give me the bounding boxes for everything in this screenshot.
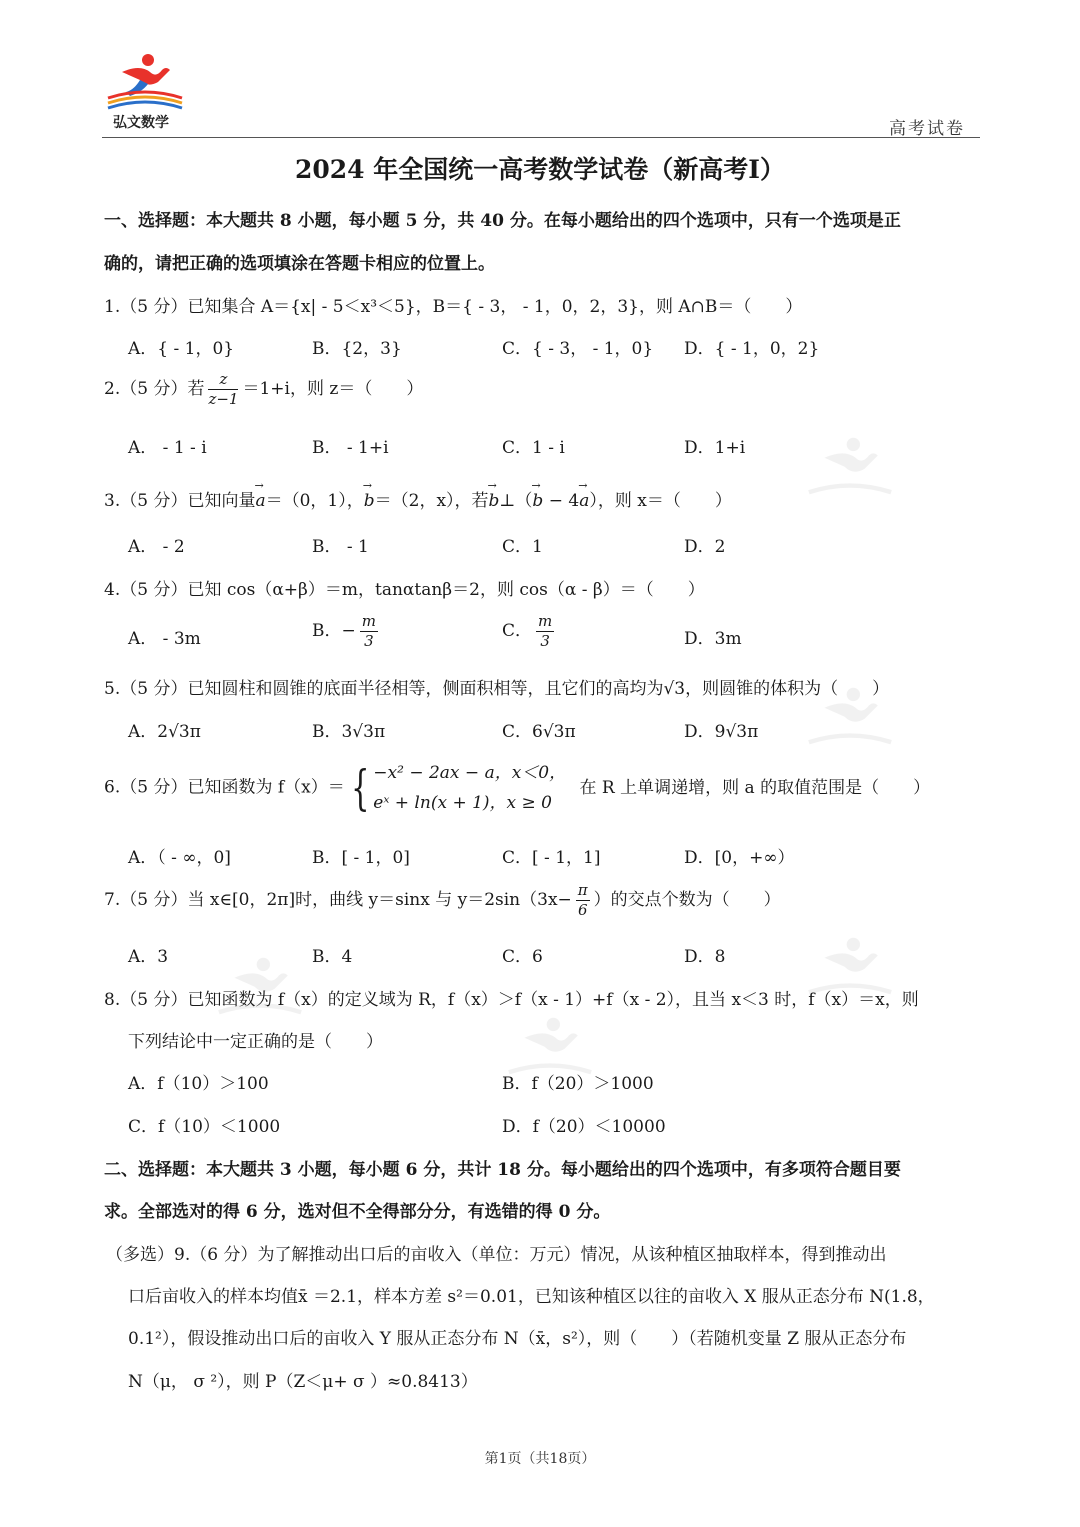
q3-vector-a: → a xyxy=(579,491,589,511)
q7-option-b: B．4 xyxy=(312,947,353,967)
q8-stem-line2: 下列结论中一定正确的是（ ） xyxy=(128,1032,383,1052)
q3-vector-b: → b xyxy=(364,491,375,511)
q3-part3: ⊥（ xyxy=(499,491,533,511)
q7-stem xyxy=(104,883,781,918)
header-divider xyxy=(102,137,980,138)
q5-option-a: A．2√3π xyxy=(128,722,201,742)
q9-stem-line2: 口后亩收入的样本均值x̄ ＝2.1，样本方差 s²＝0.01，已知该种植区以往的亩收入 X 服从正态分布 N(1.8， xyxy=(128,1287,935,1307)
q1-option-c: C．{ - 3， - 1，0} xyxy=(502,339,654,359)
q1-option-a: A．{ - 1，0} xyxy=(128,339,235,359)
watermark-logo-icon xyxy=(800,420,900,520)
q6-option-a: A．（ - ∞，0] xyxy=(128,848,231,868)
q2-suffix: ＝1+i，则 z＝（ ） xyxy=(242,379,424,399)
q2-prefix: 2.（5 分）若 xyxy=(104,379,205,399)
q7-fraction xyxy=(576,883,590,918)
q4-option-b-prefix: B．− xyxy=(312,621,356,641)
logo-figure-icon xyxy=(100,48,190,118)
q7-option-d: D．8 xyxy=(684,947,726,967)
q6-piecewise xyxy=(373,758,566,818)
q9-stem-line1: （多选）9.（6 分）为了解推动出口后的亩收入（单位：万元）情况，从该种植区抽取样本，得到推动出 xyxy=(106,1245,887,1265)
q4-option-d: D．3m xyxy=(684,629,742,649)
logo-text: 弘文数学 xyxy=(113,115,169,131)
q2-option-b: B． - 1+i xyxy=(312,438,389,458)
q3-part1: ＝（0，1）， xyxy=(265,491,364,511)
q8-option-c: C．f（10）＜1000 xyxy=(128,1117,281,1137)
q3-part4: − 4 xyxy=(543,491,580,511)
q4-stem: 4.（5 分）已知 cos（α+β）＝m，tanαtanβ＝2，则 cos（α - β）＝（ ） xyxy=(104,580,705,600)
q4-option-c-num: m xyxy=(538,612,553,630)
q3-vector-b: → b xyxy=(532,491,543,511)
header-label: 高考试卷 xyxy=(889,119,965,139)
q4-option-b-fraction xyxy=(360,614,378,649)
q1-option-b: B．{2，3} xyxy=(312,339,402,359)
q9-stem-line3: 0.1²），假设推动出口后的亩收入 Y 服从正态分布 N（x̄，s²），则（ ）（若随机变量 Z 服从正态分布 xyxy=(128,1329,907,1349)
q3-part2: ＝（2，x），若 xyxy=(374,491,489,511)
q2-fraction xyxy=(208,372,238,407)
q3-option-c: C．1 xyxy=(502,537,543,557)
q7-option-a: A．3 xyxy=(128,947,169,967)
q2-frac-num: z xyxy=(208,372,238,390)
q8-option-d: D．f（20）＜10000 xyxy=(502,1117,666,1137)
q2-frac-den: z−1 xyxy=(208,390,239,408)
q5-option-b: B．3√3π xyxy=(312,722,386,742)
q6-case1: −x² − 2ax − a，x＜0， xyxy=(373,763,567,783)
section2-instructions-line2: 求。全部选对的得 6 分，选对但不全得部分分，有选错的得 0 分。 xyxy=(104,1202,611,1222)
section1-instructions-line2: 确的，请把正确的选项填涂在答题卡相应的位置上。 xyxy=(104,254,495,274)
q4-option-b xyxy=(312,614,382,649)
q7-frac-num: π xyxy=(577,881,588,899)
q6-option-c: C．[ - 1，1] xyxy=(502,848,601,868)
q8-option-a: A．f（10）＞100 xyxy=(128,1074,269,1094)
q3-option-b: B． - 1 xyxy=(312,537,369,557)
q1-option-d: D．{ - 1，0，2} xyxy=(684,339,820,359)
q3-part5: ），则 x＝（ ） xyxy=(589,491,732,511)
q3-option-d: D．2 xyxy=(684,537,726,557)
q4-option-b-den: 3 xyxy=(364,632,374,650)
section1-instructions-line1: 一、选择题：本大题共 8 小题，每小题 5 分，共 40 分。在每小题给出的四个选项中，只有一个选项是正 xyxy=(104,211,901,231)
q5-option-c: C．6√3π xyxy=(502,722,576,742)
q6-suffix: 在 R 上单调递增，则 a 的取值范围是（ ） xyxy=(579,777,931,798)
q4-option-b-num: m xyxy=(361,612,376,630)
page-title: 2024 年全国统一高考数学试卷（新高考Ⅰ） xyxy=(295,155,785,184)
q8-option-b: B．f（20）＞1000 xyxy=(502,1074,654,1094)
q3-vector-b: → b xyxy=(489,491,500,511)
q5-stem: 5.（5 分）已知圆柱和圆锥的底面半径相等，侧面积相等，且它们的高均为√3，则圆锥的体积为（ ） xyxy=(104,679,890,699)
q3-option-a: A． - 2 xyxy=(128,537,185,557)
q3-prefix: 3.（5 分）已知向量 xyxy=(104,491,256,511)
section2-instructions-line1: 二、选择题：本大题共 3 小题，每小题 6 分，共计 18 分。每小题给出的四个选项中，有多项符合题目要 xyxy=(104,1160,901,1180)
q7-option-c: C．6 xyxy=(502,947,543,967)
q3-vector-a: → a xyxy=(255,491,265,511)
q2-option-d: D．1+i xyxy=(684,438,746,458)
q2-option-a: A． - 1 - i xyxy=(128,438,207,458)
q6-option-d: D．[0，+∞） xyxy=(684,848,795,868)
q4-option-a: A． - 3m xyxy=(128,629,201,649)
q3-stem xyxy=(104,486,732,511)
page-number: 第1页（共18页） xyxy=(484,1451,596,1467)
q1-stem: 1.（5 分）已知集合 A＝{x| - 5＜x³＜5}，B＝{ - 3， - 1，0，2，3}，则 A∩B＝（ ） xyxy=(104,297,803,317)
q4-option-c xyxy=(502,614,558,649)
q2-option-c: C．1 - i xyxy=(502,438,565,458)
q6-prefix: 6.（5 分）已知函数为 f（x）＝ xyxy=(104,777,345,798)
q4-option-c-prefix: C． xyxy=(502,621,533,641)
q8-stem-line1: 8.（5 分）已知函数为 f（x）的定义域为 R，f（x）＞f（x - 1）+f（x - 2），且当 x＜3 时，f（x）＝x，则 xyxy=(104,990,919,1010)
q6-brace: { xyxy=(350,760,370,816)
q4-option-c-den: 3 xyxy=(540,632,550,650)
q4-option-c-fraction xyxy=(536,614,554,649)
q7-frac-den: 6 xyxy=(577,901,588,919)
q6-stem xyxy=(104,758,930,818)
q6-option-b: B．[ - 1，0] xyxy=(312,848,410,868)
q9-stem-line4: N（μ， σ ²），则 P（Z＜μ+ σ ）≈0.8413） xyxy=(128,1372,478,1392)
q5-option-d: D．9√3π xyxy=(684,722,759,742)
q2-stem xyxy=(104,372,423,407)
q6-case2: eˣ + ln(x + 1)，x ≥ 0 xyxy=(373,793,552,813)
q7-suffix: ）的交点个数为（ ） xyxy=(593,890,781,910)
q7-prefix: 7.（5 分）当 x∈[0，2π]时，曲线 y＝sinx 与 y＝2sin（3x− xyxy=(104,890,572,910)
